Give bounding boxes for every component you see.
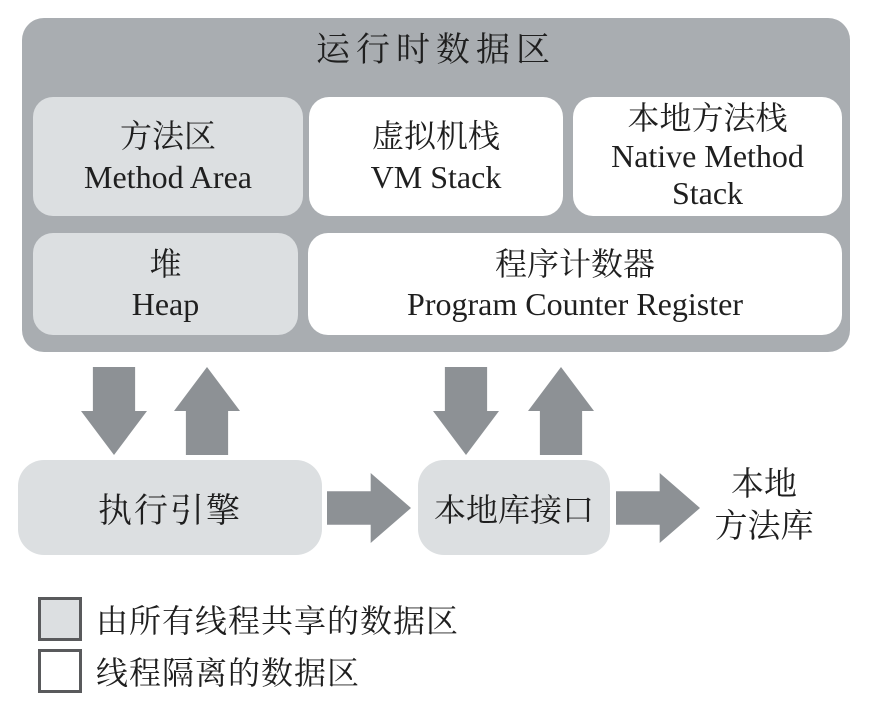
runtime-data-area-title: 运行时数据区 [316, 32, 556, 69]
heap-label-zh: 堆 [149, 245, 182, 282]
arrow-down-runtime-to-native-interface-icon [433, 367, 499, 455]
vm-stack-box [309, 97, 563, 216]
legend-label-isolated: 线程隔离的数据区 [96, 655, 361, 691]
vm-stack-label-en: VM Stack [370, 158, 502, 195]
program-counter-label-en: Program Counter Register [407, 286, 743, 322]
legend-item-isolated [38, 647, 459, 695]
execution-engine-label: 执行引擎 [98, 493, 242, 530]
arrow-down-runtime-to-engine-icon [81, 367, 147, 455]
program-counter-box [308, 233, 842, 335]
program-counter-label-zh: 程序计数器 [494, 245, 655, 282]
heap-label-en: Heap [131, 286, 200, 322]
method-area-box [33, 97, 303, 216]
legend-label-shared: 由所有线程共享的数据区 [96, 603, 460, 639]
execution-engine-box [18, 460, 322, 555]
arrow-right-engine-to-native-interface-icon [327, 473, 411, 543]
native-method-library-label [698, 464, 830, 548]
native-method-library-line1: 本地 [731, 467, 797, 503]
native-method-library-line2: 方法库 [714, 509, 814, 546]
native-method-stack-label-zh: 本地方法栈 [627, 99, 788, 136]
heap-box [33, 233, 298, 335]
method-area-label-en: Method Area [84, 158, 252, 195]
legend-swatch-isolated [38, 649, 82, 693]
native-method-stack-label-en: Native Method Stack [611, 137, 804, 212]
native-method-stack-box [573, 97, 842, 216]
native-library-interface-box [418, 460, 610, 555]
native-library-interface-label: 本地库接口 [433, 491, 594, 528]
arrow-up-engine-to-runtime-icon [174, 367, 240, 455]
legend-swatch-shared [38, 597, 82, 641]
method-area-label-zh: 方法区 [119, 118, 216, 155]
arrow-up-native-interface-to-runtime-icon [528, 367, 594, 455]
legend [38, 595, 459, 699]
vm-stack-label-zh: 虚拟机栈 [371, 118, 500, 155]
legend-item-shared [38, 595, 459, 643]
arrow-right-native-interface-to-native-library-icon [616, 473, 700, 543]
